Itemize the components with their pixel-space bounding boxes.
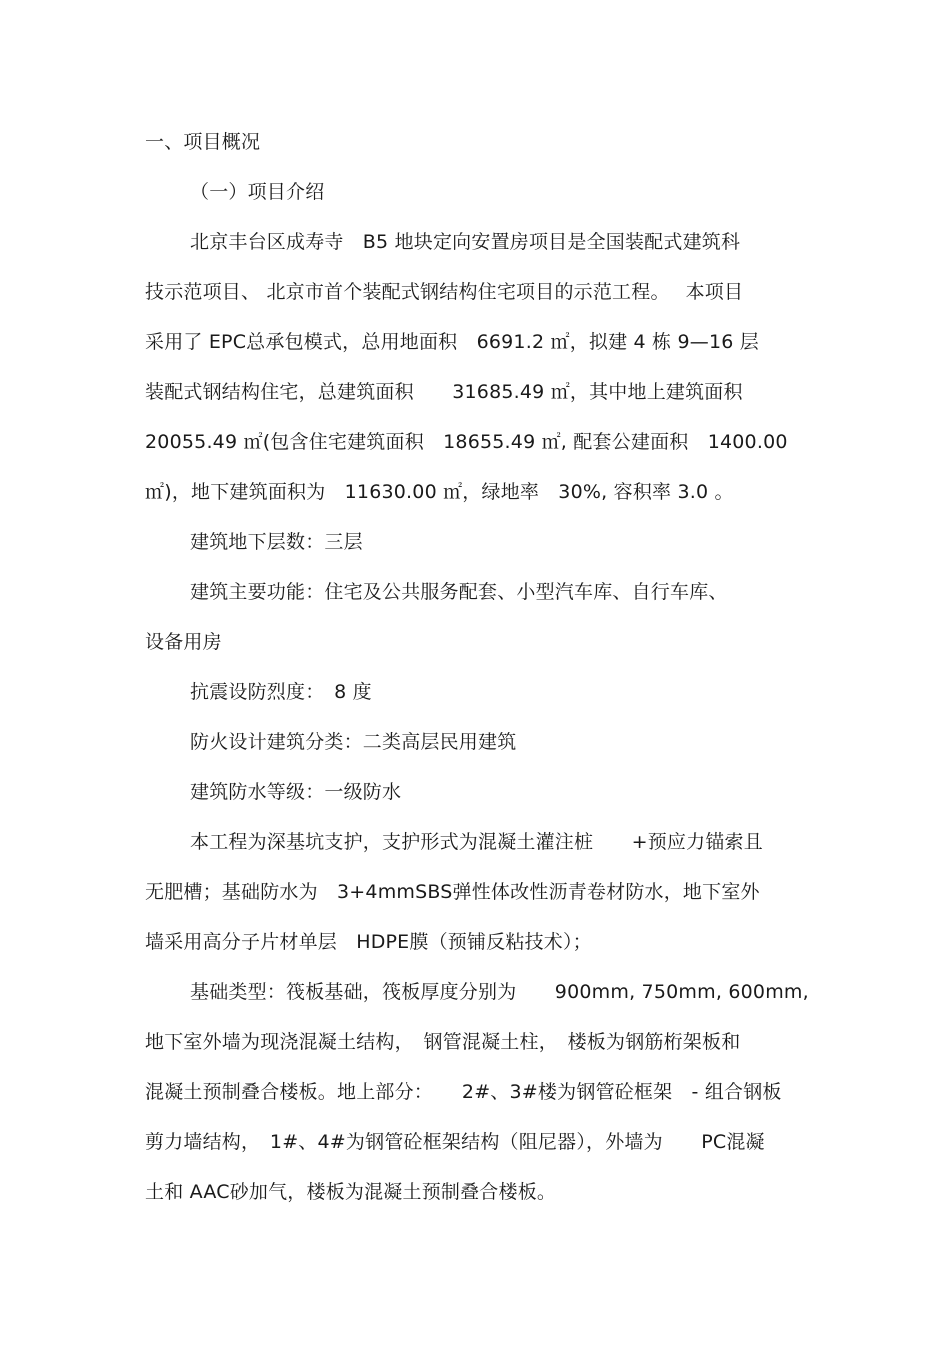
paragraph-line: 墙采用高分子片材单层 HDPE膜（预铺反粘技术）；: [145, 931, 592, 953]
paragraph-line: 防火设计建筑分类：二类高层民用建筑: [190, 731, 517, 753]
paragraph-line: ㎡)，地下建筑面积为 11630.00 ㎡，绿地率 30%, 容积率 3.0 。: [145, 481, 734, 503]
paragraph-line: 采用了 EPC总承包模式，总用地面积 6691.2 ㎡，拟建 4 栋 9—16 层: [145, 331, 760, 353]
paragraph-line: 技示范项目、 北京市首个装配式钢结构住宅项目的示范工程。 本项目: [145, 281, 744, 303]
paragraph-line: 基础类型：筏板基础，筏板厚度分别为 900mm, 750mm, 600mm,: [190, 981, 809, 1003]
paragraph-line: 20055.49 ㎡(包含住宅建筑面积 18655.49 ㎡, 配套公建面积 1400.00: [145, 431, 788, 453]
paragraph-line: 装配式钢结构住宅，总建筑面积 31685.49 ㎡，其中地上建筑面积: [145, 381, 743, 403]
section-heading: 一、项目概况: [145, 131, 261, 153]
paragraph-line: 混凝土预制叠合楼板。地上部分： 2#、3#楼为钢管砼框架 - 组合钢板: [145, 1081, 782, 1103]
paragraph-line: 建筑防水等级：一级防水: [190, 781, 402, 803]
paragraph-line: 设备用房: [145, 631, 222, 653]
paragraph-line: 抗震设防烈度： 8 度: [190, 681, 372, 703]
paragraph-line: 北京丰台区成寿寺 B5 地块定向安置房项目是全国装配式建筑科: [190, 231, 741, 253]
paragraph-line: 建筑主要功能：住宅及公共服务配套、小型汽车库、自行车库、: [190, 581, 728, 603]
paragraph-line: 剪力墙结构， 1#、4#为钢管砼框架结构（阻尼器），外墙为 PC混凝: [145, 1131, 765, 1153]
paragraph-line: 土和 AAC砂加气，楼板为混凝土预制叠合楼板。: [145, 1181, 557, 1203]
paragraph-line: 无肥槽；基础防水为 3+4mmSBS弹性体改性沥青卷材防水，地下室外: [145, 881, 760, 903]
paragraph-line: 本工程为深基坑支护，支护形式为混凝土灌注桩 +预应力锚索且: [190, 831, 763, 853]
paragraph-line: 建筑地下层数：三层: [190, 531, 363, 553]
sub-heading: （一）项目介绍: [190, 181, 325, 203]
paragraph-line: 地下室外墙为现浇混凝土结构， 钢管混凝土柱， 楼板为钢筋桁架板和: [145, 1031, 741, 1053]
